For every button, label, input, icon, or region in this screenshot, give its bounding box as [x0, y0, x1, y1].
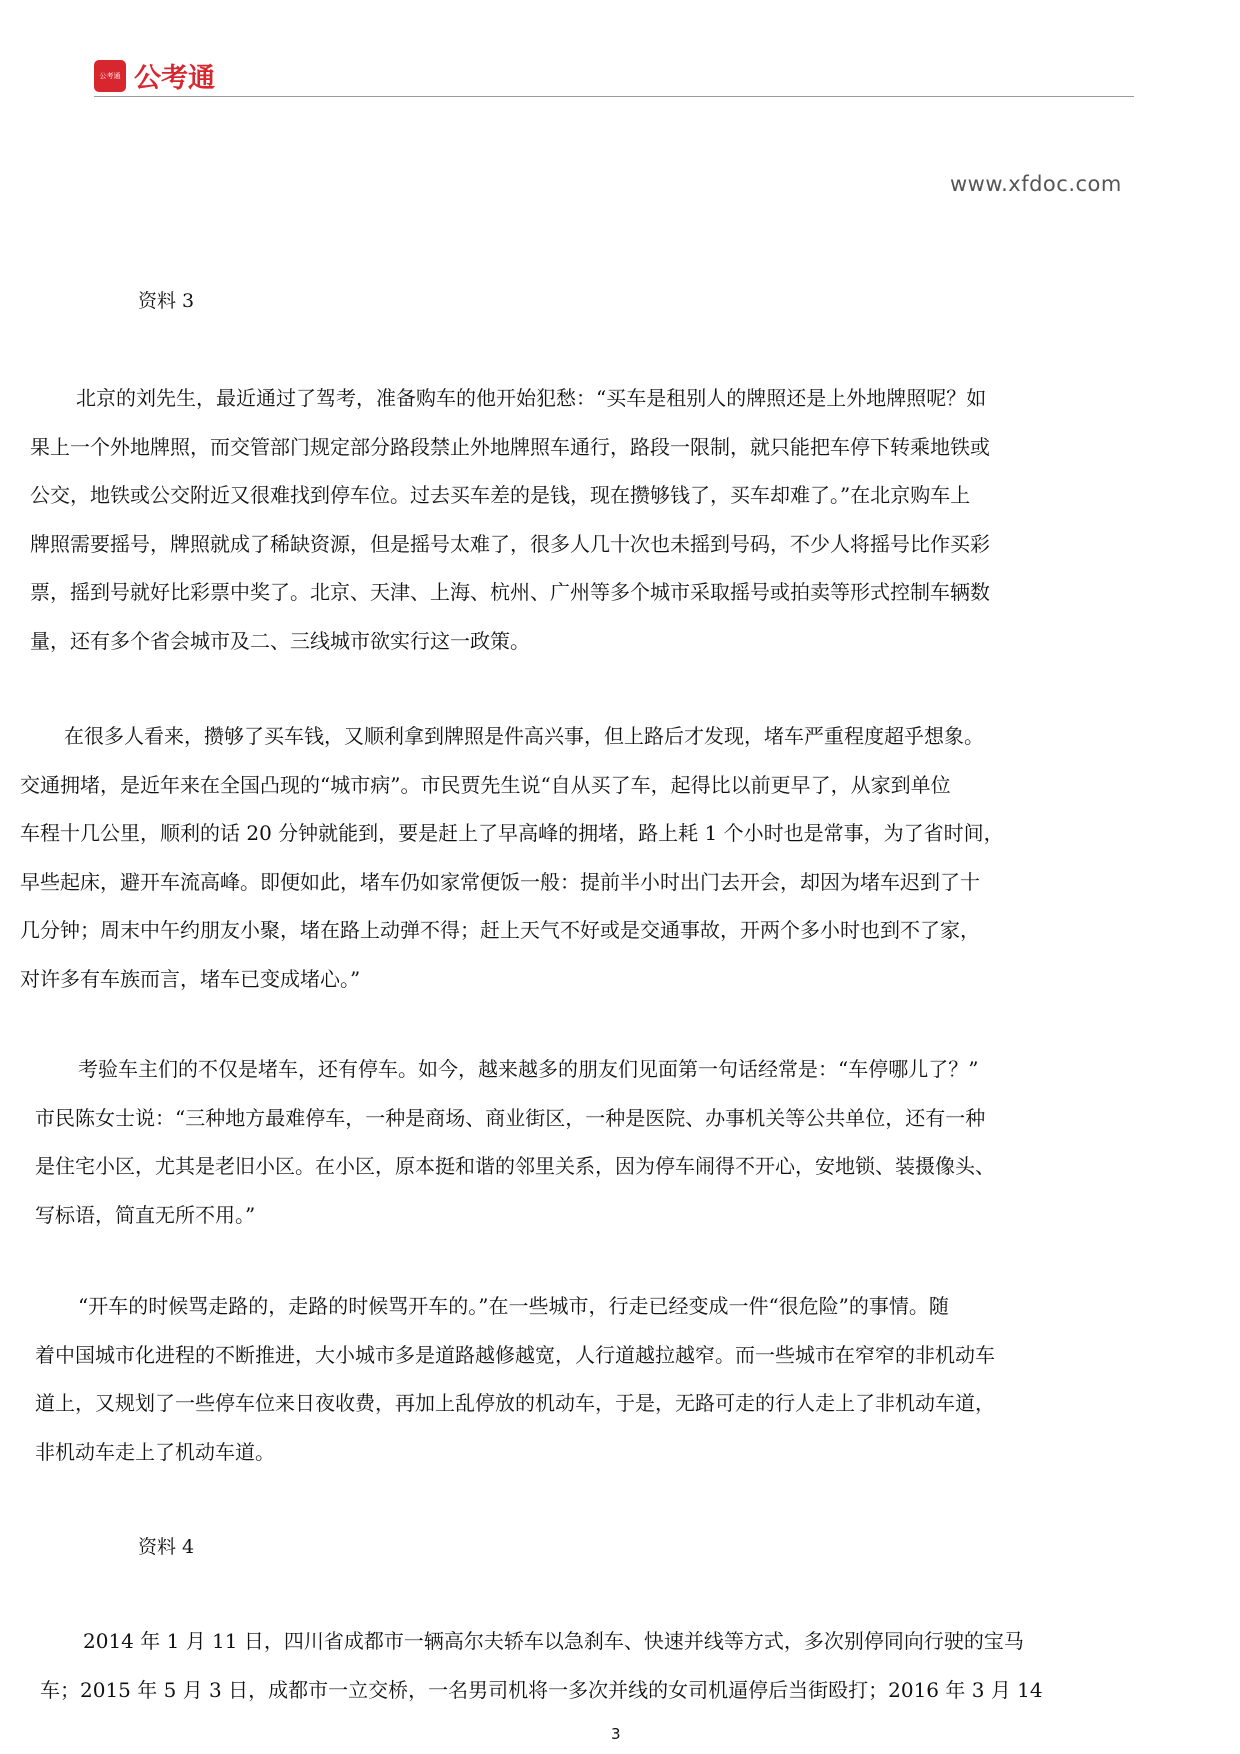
text-line: 市民陈女士说：“三种地方最难停车，一种是商场、商业街区，一种是医院、办事机关等公共单位，还有一种	[35, 1105, 986, 1130]
text-line: 公交，地铁或公交附近又很难找到停车位。过去买车差的是钱，现在攒够钱了，买车却难了。”在北京购车上	[30, 483, 971, 507]
text-line: 道上，又规划了一些停车位来日夜收费，再加上乱停放的机动车，于是，无路可走的行人走上了非机动车道，	[35, 1391, 995, 1415]
text-line: 交通拥堵，是近年来在全国凸现的“城市病”。市民贾先生说“自从买了车，起得比以前更早了，从家到单位	[20, 772, 951, 797]
text-line: 票，摇到号就好比彩票中奖了。北京、天津、上海、杭州、广州等多个城市采取摇号或拍卖等形式控制车辆数	[30, 580, 990, 604]
text-line: 非机动车走上了机动车道。	[35, 1439, 275, 1464]
paragraph-3-2	[20, 712, 1105, 1003]
paragraph-4-1	[40, 1617, 1125, 1714]
text-line: 牌照需要摇号，牌照就成了稀缺资源，但是摇号太难了，很多人几十次也未摇到号码，不少人将摇号比作买彩	[30, 531, 990, 556]
text-line: 几分钟；周末中午约朋友小聚，堵在路上动弹不得；赶上天气不好或是交通事故，开两个多小时也到不了家，	[20, 918, 980, 942]
text-line: 早些起床，避开车流高峰。即便如此，堵车仍如家常便饭一般：提前半小时出门去开会，却因为堵车迟到了十	[20, 869, 980, 894]
text-line: “开车的时候骂走路的，走路的时候骂开车的。”在一些城市，行走已经变成一件“很危险”的事情。随	[78, 1294, 949, 1318]
paragraph-3-4	[35, 1282, 1120, 1476]
text-line: 果上一个外地牌照，而交管部门规定部分路段禁止外地牌照车通行，路段一限制，就只能把车停下转乘地铁或	[30, 434, 990, 459]
logo-icon: 公考通	[94, 60, 126, 92]
paragraph-3-3	[35, 1045, 1120, 1239]
text-line: 量，还有多个省会城市及二、三线城市欲实行这一政策。	[30, 628, 530, 653]
text-line: 车程十几公里，顺利的话 20 分钟就能到，要是赶上了早高峰的拥堵，路上耗 1 个小时也是常事，为了省时间，	[20, 821, 1004, 845]
text-line: 2014 年 1 月 11 日，四川省成都市一辆高尔夫轿车以急刹车、快速并线等方式，多次别停同向行驶的宝马	[83, 1629, 1024, 1653]
text-line: 车；2015 年 5 月 3 日，成都市一立交桥，一名男司机将一多次并线的女司机逼停后当街殴打；2016 年 3 月 14	[40, 1677, 1043, 1702]
header-divider	[94, 96, 1134, 97]
text-line: 是住宅小区，尤其是老旧小区。在小区，原本挺和谐的邻里关系，因为停车闹得不开心，安地锁、装摄像头、	[35, 1154, 995, 1178]
section-heading-3: 资料 3	[138, 290, 195, 312]
text-line: 着中国城市化进程的不断推进，大小城市多是道路越修越宽，人行道越拉越窄。而一些城市在窄窄的非机动车	[35, 1342, 995, 1367]
text-line: 写标语，简直无所不用。”	[35, 1202, 256, 1227]
text-line: 对许多有车族而言，堵车已变成堵心。”	[20, 966, 361, 991]
section-heading-4: 资料 4	[138, 1536, 195, 1558]
page-number: 3	[611, 1725, 621, 1743]
page-header	[94, 56, 1134, 98]
text-line: 北京的刘先生，最近通过了驾考，准备购车的他开始犯愁：“买车是租别人的牌照还是上外地牌照呢？如	[76, 386, 987, 410]
text-line: 在很多人看来，攒够了买车钱，又顺利拿到牌照是件高兴事，但上路后才发现，堵车严重程度超乎想象。	[64, 724, 984, 748]
paragraph-3-1	[30, 374, 1115, 665]
site-url: www.xfdoc.com	[950, 172, 1122, 196]
logo-text: 公考通	[134, 63, 215, 94]
text-line: 考验车主们的不仅是堵车，还有停车。如今，越来越多的朋友们见面第一句话经常是：“车停哪儿了？”	[78, 1057, 979, 1081]
